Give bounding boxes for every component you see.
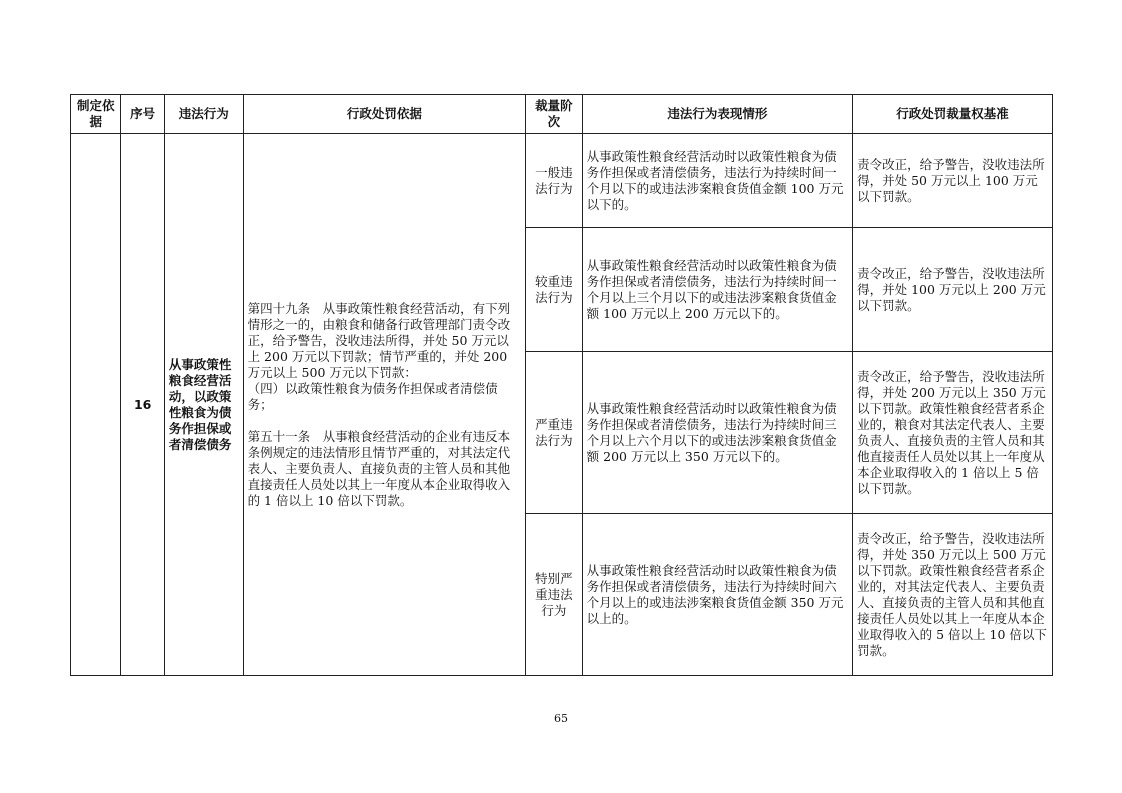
level-general: 一般违法行为: [526, 134, 583, 228]
standard-extremely-severe: 责令改正，给予警告，没收违法所得，并处 350 万元以上 500 万元以下罚款。政策性粮食经营者系企业的，对其法定代表人、主要负责人、直接负责的主管人员和其他直接责任人员处以其上一年度从本企业取得收入的 5 倍以上 10 倍以下罚款。: [853, 514, 1053, 676]
header-no: 序号: [121, 95, 164, 134]
level-severe: 严重违法行为: [526, 352, 583, 514]
legal-basis-item-4: （四）以政策性粮食为债务作担保或者清偿债务；: [247, 380, 498, 412]
header-standard: 行政处罚裁量权基准: [853, 95, 1053, 134]
situation-general: 从事政策性粮食经营活动时以政策性粮食为债务作担保或者清偿债务，违法行为持续时间一个月以下的或违法涉案粮食货值金额 100 万元以下的。: [582, 134, 852, 228]
header-law: 行政处罚依据: [243, 95, 526, 134]
violation-act: 从事政策性粮食经营活动，以政策性粮食为债务作担保或者清偿债务: [164, 134, 243, 676]
level-serious: 较重违法行为: [526, 228, 583, 352]
penalty-table: [70, 94, 1053, 676]
situation-serious: 从事政策性粮食经营活动时以政策性粮食为债务作担保或者清偿债务，违法行为持续时间一个月以上三个月以下的或违法涉案粮食货值金额 100 万元以上 200 万元以下的。: [582, 228, 852, 352]
legal-basis-article-51: 第五十一条 从事粮食经营活动的企业有违反本条例规定的违法情形且情节严重的，对其法定代表人、主要负责人、直接负责的主管人员和其他直接责任人员处以其上一年度从本企业取得收入的 1 倍以上 10 倍以下罚款。: [247, 428, 511, 508]
header-basis: 制定依据: [71, 95, 121, 134]
situation-severe: 从事政策性粮食经营活动时以政策性粮食为债务作担保或者清偿债务，违法行为持续时间三个月以上六个月以下的或违法涉案粮食货值金额 200 万元以上 350 万元以下的。: [582, 352, 852, 514]
situation-extremely-severe: 从事政策性粮食经营活动时以政策性粮食为债务作担保或者清偿债务，违法行为持续时间六个月以上的或违法涉案粮食货值金额 350 万元以上的。: [582, 514, 852, 676]
standard-serious: 责令改正，给予警告，没收违法所得，并处 100 万元以上 200 万元以下罚款。: [853, 228, 1053, 352]
table-row: [71, 134, 1053, 228]
header-act: 违法行为: [164, 95, 243, 134]
page-number: 65: [554, 712, 568, 725]
standard-severe: 责令改正，给予警告，没收违法所得，并处 200 万元以上 350 万元以下罚款。政策性粮食经营者系企业的，粮食对其法定代表人、主要负责人、直接负责的主管人员和其他直接责任人员处以其上一年度从本企业取得收入的 1 倍以上 5 倍以下罚款。: [853, 352, 1053, 514]
basis-cell: [71, 134, 121, 676]
legal-basis-cell: [243, 134, 526, 676]
legal-basis-article-49: 第四十九条 从事政策性粮食经营活动，有下列情形之一的，由粮食和储备行政管理部门责令改正，给予警告，没收违法所得，并处 50 万元以上 200 万元以下罚款；情节严重的，并处 200 万元以上 500 万元以下罚款：: [247, 300, 511, 380]
standard-general: 责令改正，给予警告，没收违法所得，并处 50 万元以上 100 万元以下罚款。: [853, 134, 1053, 228]
table-header-row: [71, 95, 1053, 134]
level-extremely-severe: 特别严重违法行为: [526, 514, 583, 676]
row-number: 16: [121, 134, 164, 676]
header-situation: 违法行为表现情形: [582, 95, 852, 134]
header-level: 裁量阶次: [526, 95, 583, 134]
